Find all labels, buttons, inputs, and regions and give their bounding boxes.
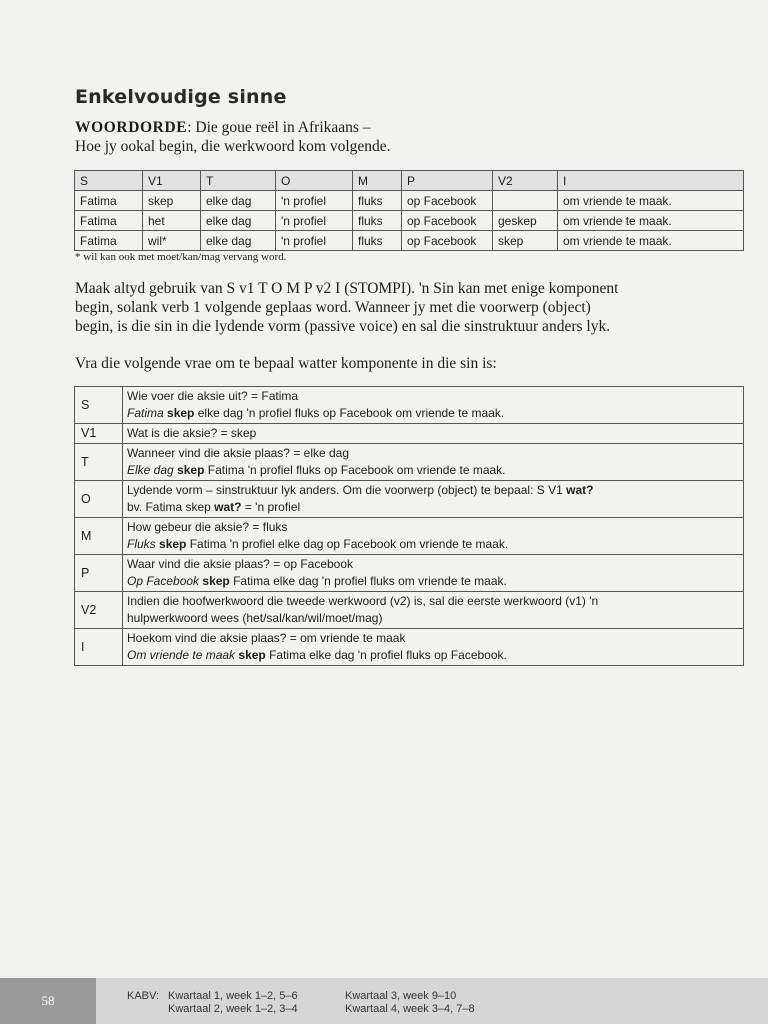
component-description: [123, 481, 744, 518]
component-code: O: [75, 481, 123, 518]
example-verb: skep: [238, 648, 266, 662]
stompi-paragraph: [75, 279, 745, 336]
intro-line-2: Hoe jy ookal begin, die werkwoord kom volgende.: [75, 138, 391, 155]
header-cell: P: [402, 171, 493, 191]
table-cell: op Facebook: [402, 231, 493, 251]
example-rest: Fatima 'n profiel elke dag op Facebook om vriende te maak.: [189, 537, 509, 551]
header-cell: M: [353, 171, 402, 191]
component-row-v1: [75, 424, 744, 444]
component-question: How gebeur die aksie? = fluks: [127, 520, 288, 534]
header-cell: V1: [143, 171, 201, 191]
table-cell: 'n profiel: [276, 231, 353, 251]
header-cell: I: [558, 171, 744, 191]
component-row-i: [75, 629, 744, 666]
component-code: P: [75, 555, 123, 592]
table-cell: Fatima: [75, 211, 143, 231]
table-cell: [493, 191, 558, 211]
component-example: [127, 405, 738, 422]
question-text: Lydende vorm – sinstruktuur lyk anders. Om die voorwerp (object) te bepaal: S V1: [127, 483, 563, 497]
table-cell: skep: [493, 231, 558, 251]
paragraph-line: Maak altyd gebruik van S v1 T O M P v2 I (STOMPI). 'n Sin kan met enige komponent: [75, 280, 619, 297]
component-code: M: [75, 518, 123, 555]
example-rest: Fatima elke dag 'n profiel fluks op Facebook.: [269, 648, 507, 662]
page-number: 58: [0, 978, 96, 1024]
intro-text: [75, 118, 715, 156]
component-example: hulpwerkwoord wees (het/sal/kan/wil/moet/mag): [127, 611, 383, 625]
component-row-v2: [75, 592, 744, 629]
table-cell: elke dag: [201, 231, 276, 251]
question-line: Vra die volgende vrae om te bepaal watter komponente in die sin is:: [75, 355, 497, 372]
table-cell: om vriende te maak.: [558, 231, 744, 251]
intro-line-1: [75, 118, 715, 137]
example-emphasis: Elke dag: [127, 463, 174, 477]
example-emphasis: Op Facebook: [127, 574, 200, 588]
component-example: [127, 499, 738, 516]
component-example: [127, 462, 738, 479]
table-cell: 'n profiel: [276, 191, 353, 211]
table-cell: geskep: [493, 211, 558, 231]
table-cell: skep: [143, 191, 201, 211]
component-question: Wanneer vind die aksie plaas? = elke dag: [127, 446, 350, 460]
table-cell: fluks: [353, 211, 402, 231]
table-cell: 'n profiel: [276, 211, 353, 231]
example-rest: Fatima elke dag 'n profiel fluks om vriende te maak.: [233, 574, 507, 588]
header-cell: T: [201, 171, 276, 191]
word-order-table: [74, 170, 744, 251]
component-description: [123, 592, 744, 629]
component-question: Hoekom vind die aksie plaas? = om vriende te maak: [127, 631, 406, 645]
curriculum-term: Kwartaal 2, week 1–2, 3–4: [168, 1003, 298, 1015]
component-row-p: [75, 555, 744, 592]
header-cell: S: [75, 171, 143, 191]
component-description: [123, 555, 744, 592]
example-rest: Fatima 'n profiel fluks op Facebook om vriende te maak.: [207, 463, 506, 477]
component-example: [127, 536, 738, 553]
table-cell: om vriende te maak.: [558, 211, 744, 231]
page-footer: [0, 978, 768, 1024]
table-cell: fluks: [353, 231, 402, 251]
curriculum-term: Kwartaal 1, week 1–2, 5–6: [168, 990, 298, 1002]
page-title: Enkelvoudige sinne: [75, 86, 287, 108]
table-row: [75, 191, 744, 211]
table-cell: elke dag: [201, 191, 276, 211]
component-description: [123, 387, 744, 424]
table-cell: Fatima: [75, 231, 143, 251]
table-footnote: * wil kan ook met moet/kan/mag vervang word.: [75, 251, 287, 263]
table-cell: elke dag: [201, 211, 276, 231]
component-question: [127, 482, 738, 499]
table-cell: het: [143, 211, 201, 231]
example-start: bv. Fatima skep: [127, 500, 211, 514]
curriculum-column-1: [168, 990, 298, 1016]
table-cell: wil*: [143, 231, 201, 251]
component-question: Indien die hoofwerkwoord die tweede werkwoord (v2) is, sal die eerste werkwoord (v1) 'n: [127, 594, 599, 608]
component-description: [123, 629, 744, 666]
curriculum-label: KABV:: [127, 990, 159, 1002]
component-code: V1: [75, 424, 123, 444]
table-row: [75, 211, 744, 231]
component-example: [127, 647, 738, 664]
component-row-m: [75, 518, 744, 555]
paragraph-line: begin, is die sin in die lydende vorm (passive voice) en sal die sinstruktuur anders lyk.: [75, 318, 611, 335]
table-cell: om vriende te maak.: [558, 191, 744, 211]
example-verb: skep: [202, 574, 230, 588]
intro-line-1-rest: : Die goue reël in Afrikaans –: [187, 119, 371, 136]
question-bold: wat?: [566, 483, 594, 497]
component-code: I: [75, 629, 123, 666]
table-cell: fluks: [353, 191, 402, 211]
component-question: Wat is die aksie? = skep: [127, 426, 257, 440]
table-row: [75, 231, 744, 251]
curriculum-column-2: [345, 990, 475, 1016]
example-verb: skep: [177, 463, 205, 477]
component-example: [127, 573, 738, 590]
intro-label: WOORDORDE: [75, 119, 188, 136]
example-rest: = 'n profiel: [244, 500, 301, 514]
component-code: T: [75, 444, 123, 481]
component-description: [123, 518, 744, 555]
component-row-o: [75, 481, 744, 518]
example-emphasis: Om vriende te maak: [127, 648, 236, 662]
header-cell: O: [276, 171, 353, 191]
header-cell: V2: [493, 171, 558, 191]
example-rest: elke dag 'n profiel fluks op Facebook om vriende te maak.: [197, 406, 505, 420]
example-emphasis: Fluks: [127, 537, 156, 551]
component-description: [123, 444, 744, 481]
component-question: Wie voer die aksie uit? = Fatima: [127, 389, 299, 403]
component-row-t: [75, 444, 744, 481]
paragraph-line: begin, solank verb 1 volgende geplaas word. Wanneer jy met die voorwerp (object): [75, 299, 591, 316]
example-emphasis: Fatima: [127, 406, 164, 420]
word-order-header-row: [75, 171, 744, 191]
component-row-s: [75, 387, 744, 424]
example-verb: skep: [159, 537, 187, 551]
curriculum-term: Kwartaal 4, week 3–4, 7–8: [345, 1003, 475, 1015]
table-cell: Fatima: [75, 191, 143, 211]
component-description: [123, 424, 744, 444]
component-code: V2: [75, 592, 123, 629]
component-question: Waar vind die aksie plaas? = op Facebook: [127, 557, 354, 571]
example-verb: skep: [167, 406, 195, 420]
table-cell: op Facebook: [402, 191, 493, 211]
example-bold: wat?: [214, 500, 242, 514]
curriculum-term: Kwartaal 3, week 9–10: [345, 990, 457, 1002]
component-code: S: [75, 387, 123, 424]
table-cell: op Facebook: [402, 211, 493, 231]
components-table: [74, 386, 744, 666]
